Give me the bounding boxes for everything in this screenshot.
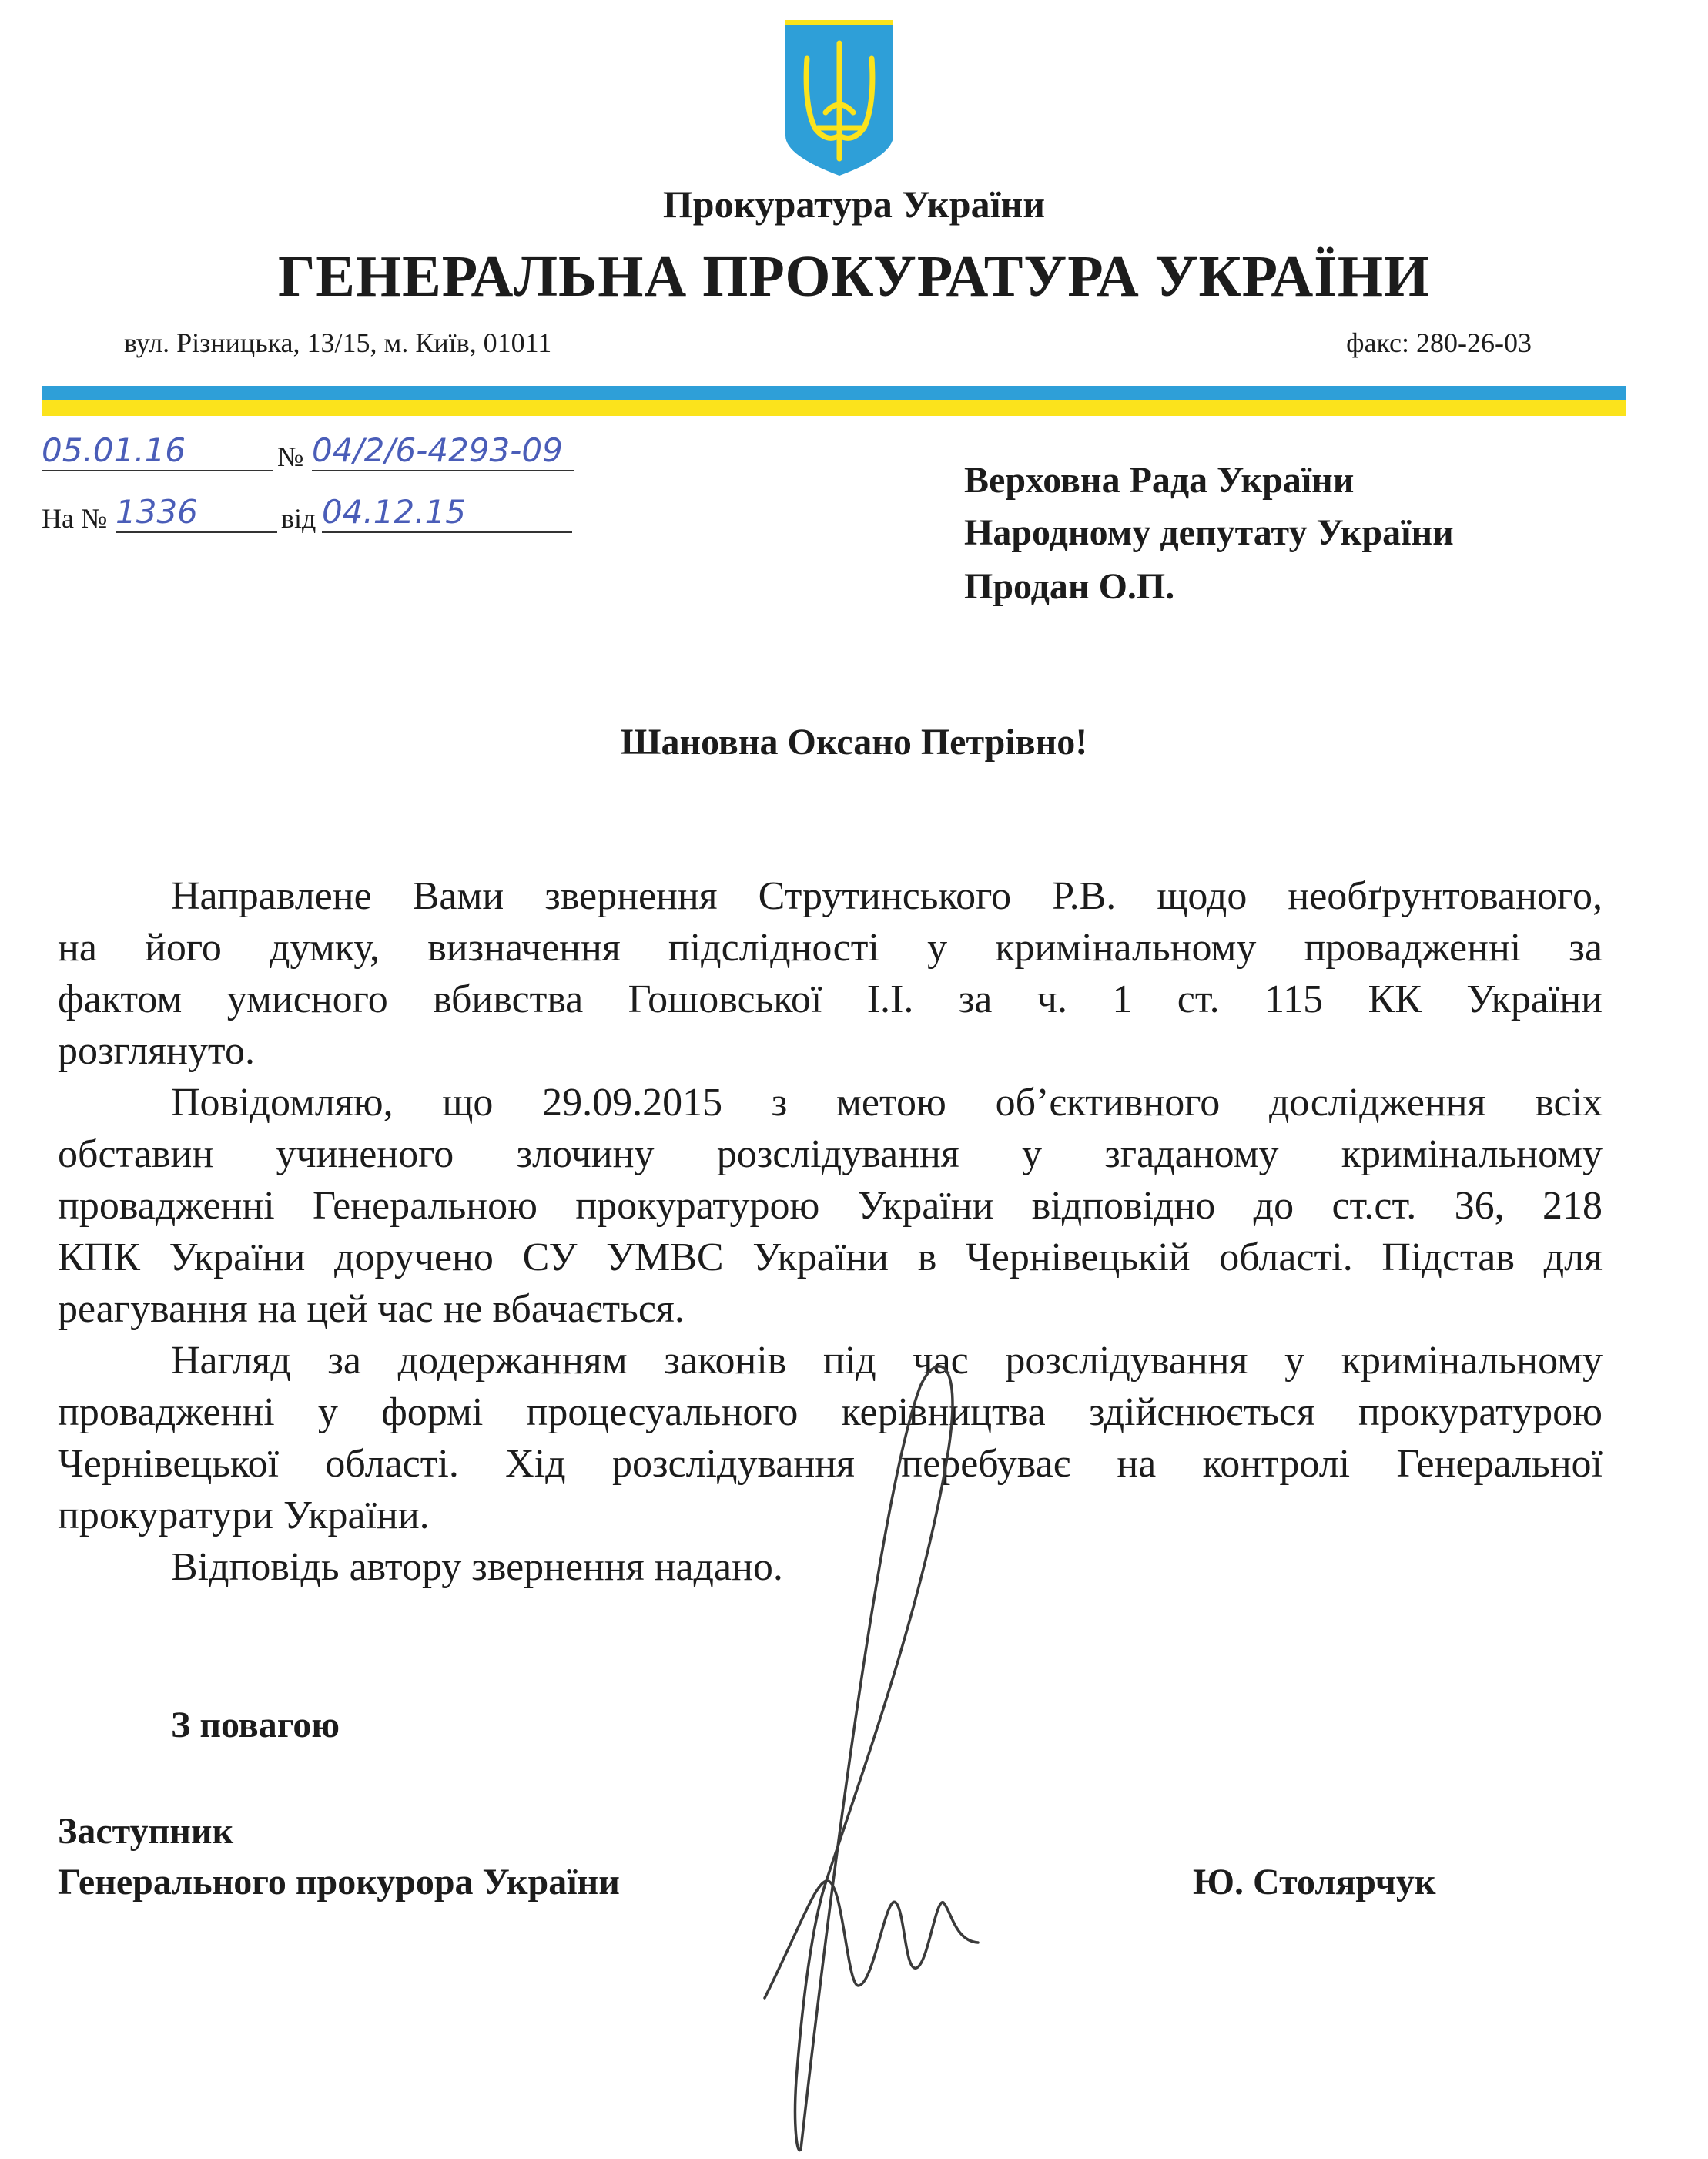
greeting: Шановна Оксано Петрівно! xyxy=(620,722,1088,763)
body-line: Нагляд за додержанням законів під час розслідування у кримінальному xyxy=(171,1339,1603,1383)
signer-name: Ю. Столярчук xyxy=(1193,1862,1436,1903)
body-line: фактом умисного вбивства Гошовської І.І. за ч. 1 ст. 115 КК України xyxy=(58,977,1603,1021)
body-line: КПК України доручено СУ УМВС України в Чернівецькій області. Підстав для xyxy=(58,1235,1603,1279)
signer-position: Заступник xyxy=(58,1811,234,1852)
org-subtitle: Прокуратура України xyxy=(662,183,1046,226)
body-line: Відповідь автору звернення надано. xyxy=(171,1545,783,1589)
body-line: реагування на цей час не вбачається. xyxy=(58,1287,685,1331)
flag-stripe-yellow xyxy=(42,400,1626,416)
body-line: на його думку, визначення підслідності у кримінальному провадженні за xyxy=(58,926,1603,970)
closing: З повагою xyxy=(171,1705,340,1745)
body-line: розглянуто. xyxy=(58,1029,255,1073)
flag-stripe-blue xyxy=(42,386,1626,400)
letter-body xyxy=(58,870,1603,1593)
body-line: провадженні Генеральною прокуратурою України відповідно до ст.ст. 36, 218 xyxy=(58,1184,1603,1228)
in-reply-label: На № xyxy=(42,503,108,534)
in-reply-number: 1336 xyxy=(116,493,277,533)
from-label: від xyxy=(281,503,316,534)
body-line: обставин учиненого злочину розслідування у згаданому кримінальному xyxy=(58,1132,1603,1176)
body-line: прокуратури України. xyxy=(58,1494,430,1537)
coat-of-arms-emblem xyxy=(784,20,895,177)
outgoing-number: 04/2/6-4293-09 xyxy=(312,431,574,471)
addressee-line: Продан О.П. xyxy=(964,566,1175,607)
body-line: Повідомляю, що 29.09.2015 з метою об’єктивного дослідження всіх xyxy=(171,1081,1603,1125)
signer-position: Генерального прокурора України xyxy=(58,1862,620,1903)
addressee-line: Верховна Рада України xyxy=(964,460,1355,501)
org-title: ГЕНЕРАЛЬНА ПРОКУРАТУРА УКРАЇНИ xyxy=(277,244,1431,309)
number-label: № xyxy=(277,441,304,472)
addressee-line: Народному депутату України xyxy=(964,512,1454,553)
body-line: провадженні у формі процесуального керівництва здійснюється прокуратурою xyxy=(58,1390,1603,1434)
org-fax: факс: 280-26-03 xyxy=(1346,327,1532,358)
outgoing-date: 05.01.16 xyxy=(42,431,273,471)
body-line: Направлене Вами звернення Струтинського Р.В. щодо необґрунтованого, xyxy=(171,874,1603,918)
org-address: вул. Різницька, 13/15, м. Київ, 01011 xyxy=(124,327,552,358)
in-reply-date: 04.12.15 xyxy=(322,493,572,533)
body-line: Чернівецької області. Хід розслідування перебуває на контролі Генеральної xyxy=(58,1442,1603,1486)
